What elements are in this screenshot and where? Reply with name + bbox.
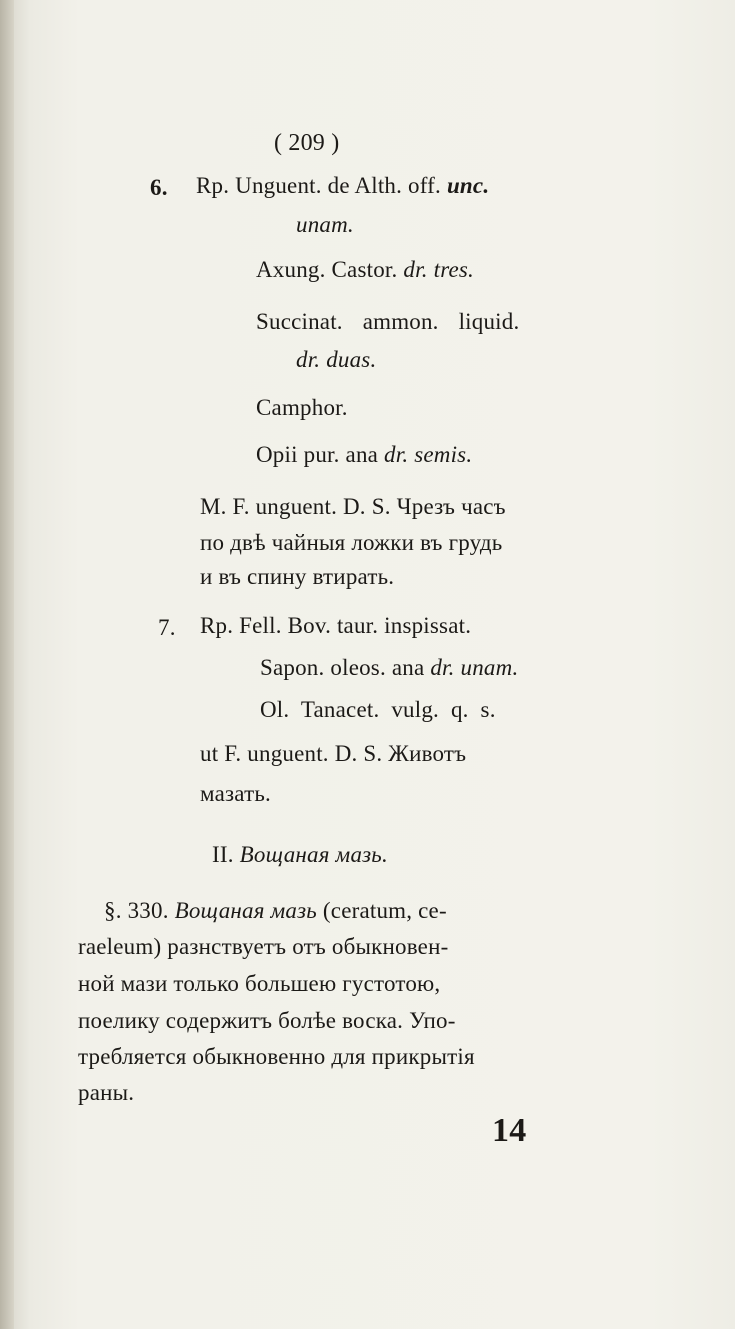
section-title: Вощаная мазь. <box>239 842 388 867</box>
paragraph-line-3: ной мази только большею густотою, <box>78 971 441 996</box>
recipe-6-line-3-dose: dr. tres. <box>403 257 475 282</box>
recipe-7-instruction-1: ut F. unguent. D. S. Животъ <box>200 741 467 766</box>
section-number: II. <box>212 842 234 867</box>
recipe-6-line-1 <box>196 173 489 199</box>
paragraph-title: Вощаная мазь <box>174 898 317 923</box>
recipe-6-line-5: dr. duas. <box>296 347 377 372</box>
section-heading <box>212 842 388 868</box>
page-spine-shadow <box>0 0 14 1329</box>
recipe-6-instruction-3: и въ спину втирать. <box>200 564 395 589</box>
recipe-6-line-7-dose: dr. semis. <box>384 442 473 467</box>
recipe-6-line-1-text: Rp. Unguent. de Alth. off. <box>196 173 441 198</box>
recipe-6-line-6: Camphor. <box>256 395 348 420</box>
paragraph-line-6: раны. <box>78 1080 135 1105</box>
recipe-6-number: 6. <box>150 175 168 200</box>
recipe-6-line-7 <box>256 442 472 468</box>
paragraph-line-5: требляется обыкновенно для прикрытія <box>78 1044 475 1069</box>
paragraph-line-2: raeleum) разнствуетъ отъ обыкновен- <box>78 934 449 959</box>
paragraph-sign: §. 330. <box>104 898 169 923</box>
recipe-6-line-3-text: Axung. Castor. <box>256 257 398 282</box>
paragraph-line-1-rest: (ceratum, ce- <box>322 898 447 923</box>
recipe-6-line-7-text: Opii pur. ana <box>256 442 379 467</box>
recipe-7-line-1: Rp. Fell. Bov. taur. inspissat. <box>200 613 472 638</box>
signature-mark: 14 <box>492 1112 527 1149</box>
recipe-7-number: 7. <box>158 615 176 640</box>
recipe-6-line-3 <box>256 257 474 283</box>
recipe-7-line-2-text: Sapon. oleos. ana <box>260 655 425 680</box>
recipe-6-line-4: Succinat. ammon. liquid. <box>256 309 520 334</box>
recipe-7-instruction-2: мазать. <box>200 781 271 806</box>
recipe-6-instruction-2: по двѣ чайныя ложки въ грудь <box>200 530 503 555</box>
paragraph-line-4: поелику содержитъ болѣе воска. Упо- <box>78 1008 456 1033</box>
recipe-7-line-3: Ol. Tanacet. vulg. q. s. <box>260 697 496 722</box>
recipe-7-line-2 <box>260 655 518 681</box>
recipe-6-line-2: unam. <box>296 212 354 237</box>
recipe-6-instruction-1: M. F. unguent. D. S. Чрезъ часъ <box>200 494 506 519</box>
paragraph-line-1 <box>104 898 447 924</box>
recipe-6-line-1-dose: unc. <box>446 173 490 198</box>
recipe-7-line-2-dose: dr. unam. <box>430 655 519 680</box>
page-number: ( 209 ) <box>274 130 340 156</box>
